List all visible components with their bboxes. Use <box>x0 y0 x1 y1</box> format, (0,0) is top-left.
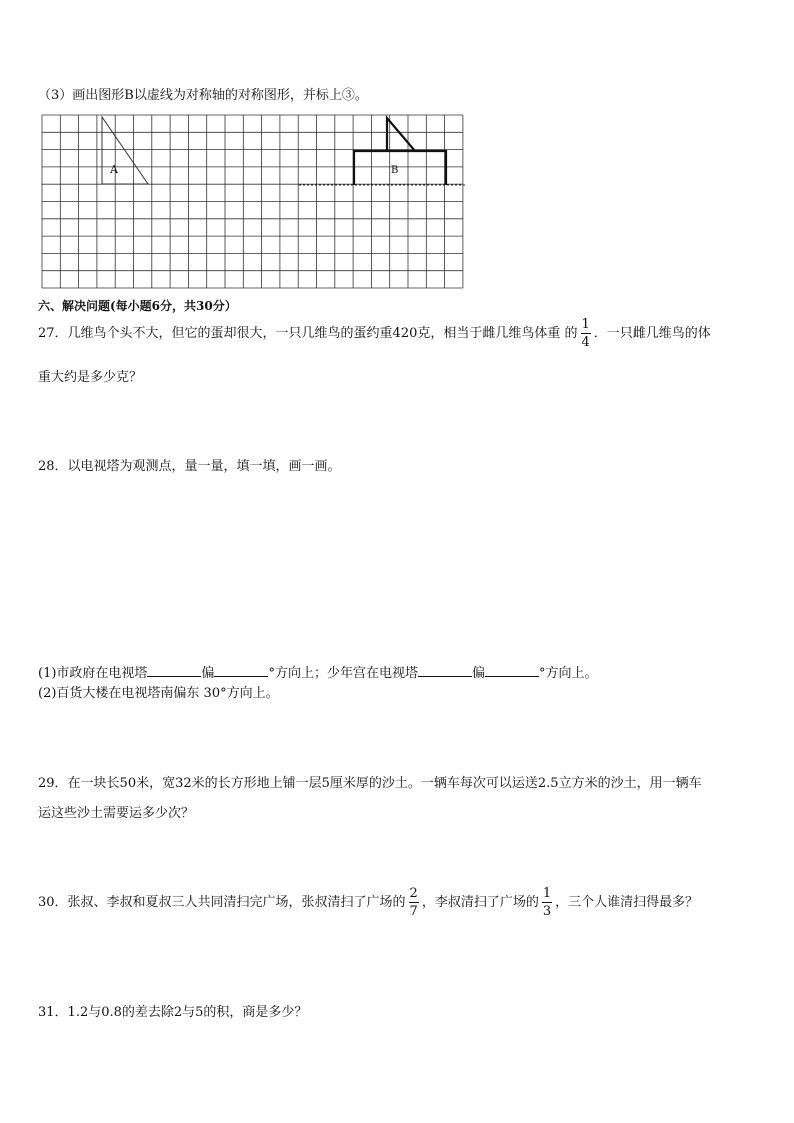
shape-a-triangle <box>102 117 148 184</box>
shape-b-flag <box>387 118 415 151</box>
q30-fraction-li: $\frac{1}{3}$ <box>542 886 552 919</box>
q28-question: 28．以电视塔为观测点，量一量，填一填，画一画。 <box>38 459 341 474</box>
symmetry-grid-figure <box>41 114 466 290</box>
answer-blank[interactable] <box>418 664 472 677</box>
grid-lines <box>42 115 463 288</box>
q27-line2: 重大约是多少克？ <box>38 370 143 385</box>
answer-blank[interactable] <box>485 664 539 677</box>
answer-blank[interactable] <box>214 664 268 677</box>
q29-line1: 29．在一块长50米，宽32米的长方形地上铺一层5厘米厚的沙土。一辆车每次可以运送2.5立方米的沙土，用一辆车 <box>38 776 702 791</box>
q27-fraction: $\frac{1}{4}$ <box>581 317 590 350</box>
shape-b-label: B <box>391 165 399 176</box>
shape-b-outline <box>354 151 446 185</box>
q28-sub1: (1)市政府在电视塔 偏 °方向上；少年宫在电视塔 偏 °方向上。 <box>38 666 598 681</box>
q30-fraction-zhang: $\frac{2}{7}$ <box>409 886 418 919</box>
q28-sub2: (2)百货大楼在电视塔南偏东 30°方向上。 <box>38 686 279 701</box>
answer-blank[interactable] <box>147 664 201 677</box>
q26-part3-text: （3）画出图形B以虚线为对称轴的对称图形，并标上③。 <box>38 88 368 103</box>
q30-question: 30．张叔、李叔和夏叔三人共同清扫完广场，张叔清扫了广场的 $\frac{2}{7}$ ，李叔清扫了广场的 $\frac{1}{3}$ ，三个人谁清扫得最多？ <box>38 886 699 919</box>
q29-line2: 运这些沙土需要运多少次？ <box>38 806 195 821</box>
shape-a-label: A <box>110 163 118 176</box>
q27-line1: 27．几维鸟个头不大，但它的蛋却很大，一只几维鸟的蛋约重420克，相当于雌几维鸟体重 的 $\frac{1}{4}$ ．一只雌几维鸟的体 <box>38 317 711 350</box>
q31-question: 31．1.2与0.8的差去除2与5的积，商是多少？ <box>38 1005 308 1020</box>
section-6-title: 六、解决问题(每小题6分，共30分） <box>38 299 237 313</box>
